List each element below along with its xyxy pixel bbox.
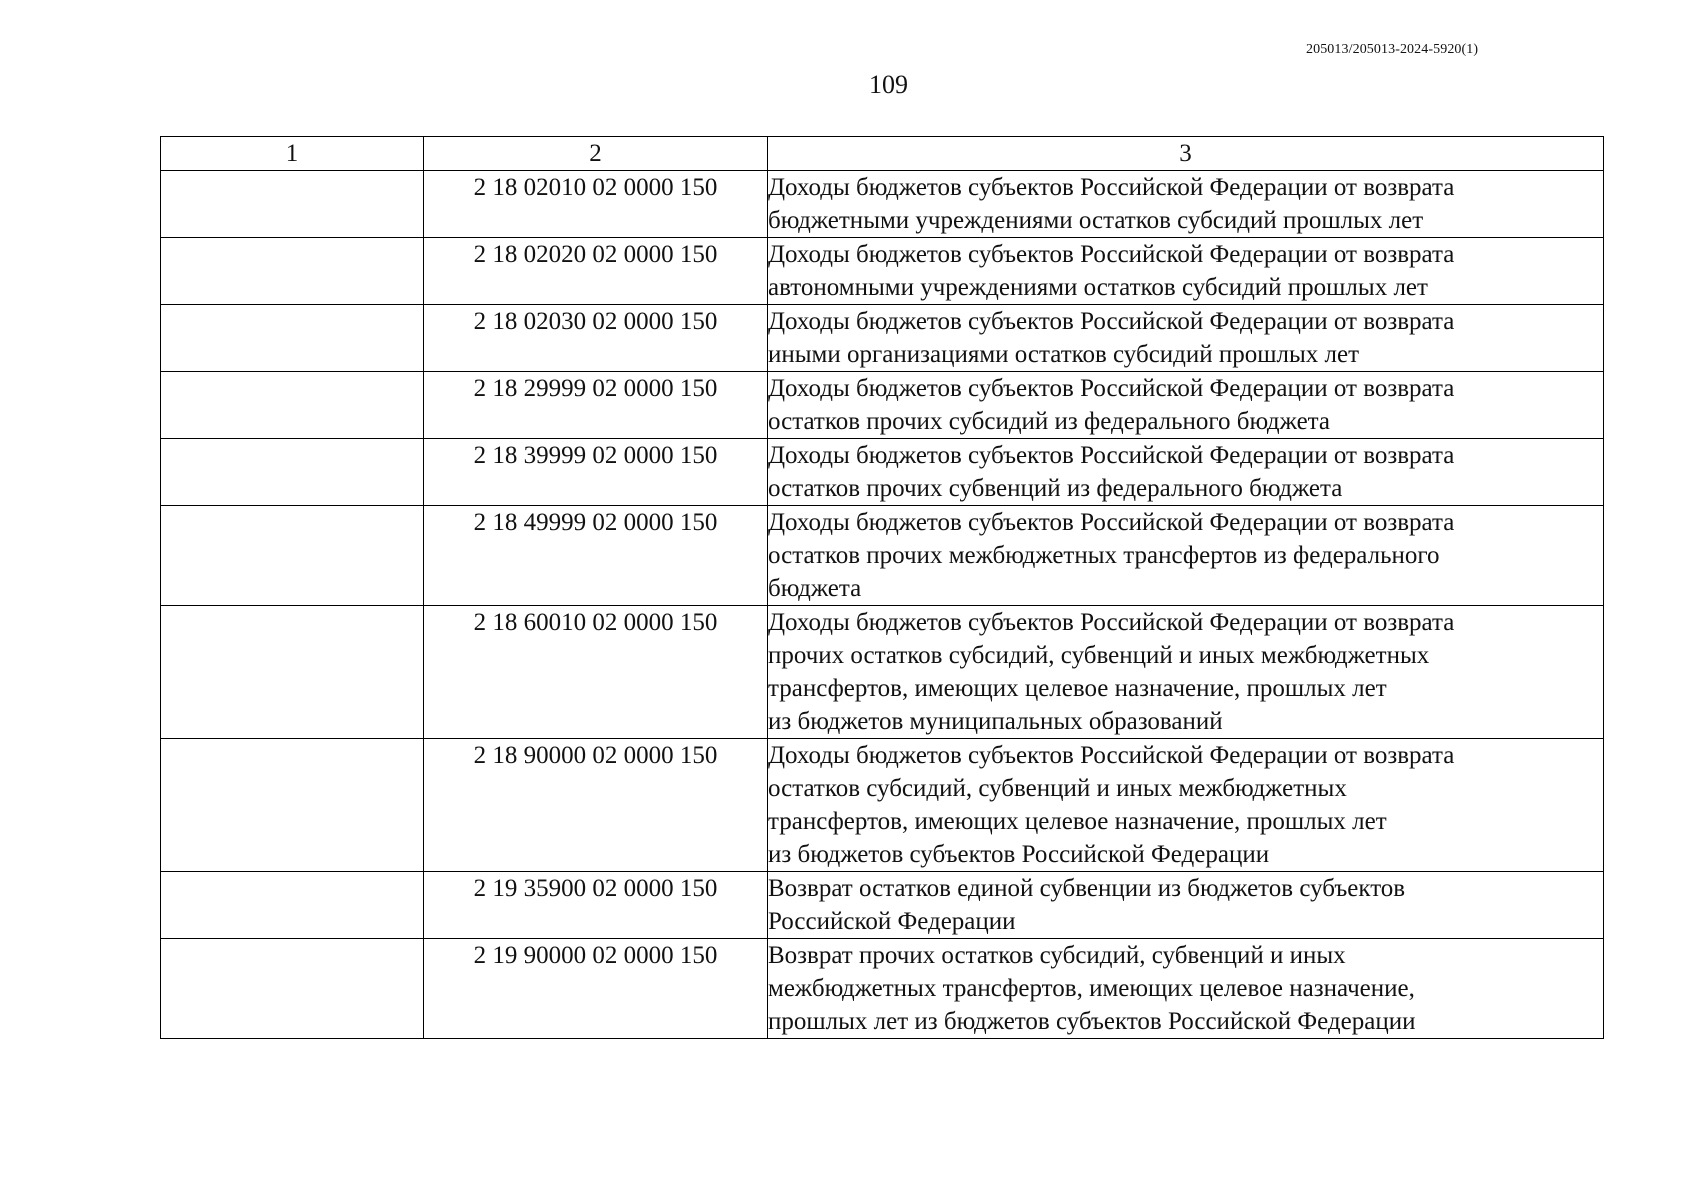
description-text: Возврат остатков единой субвенции из бюджетов субъектов Российской Федерации [768,875,1406,935]
table-row [161,439,1604,506]
row-col1-cell [161,305,424,372]
description-cell [768,439,1604,506]
budget-code-cell: 2 18 60010 02 0000 150 [424,606,768,739]
description-cell [768,305,1604,372]
table-row [161,872,1604,939]
description-text: Доходы бюджетов субъектов Российской Федерации от возврата остатков прочих субвенций из федерального бюджета [768,442,1455,502]
description-cell [768,606,1604,739]
budget-code-cell: 2 19 90000 02 0000 150 [424,939,768,1039]
table-row [161,939,1604,1039]
budget-code-cell: 2 18 29999 02 0000 150 [424,372,768,439]
description-text: Доходы бюджетов субъектов Российской Федерации от возврата остатков прочих субсидий из федерального бюджета [768,375,1455,435]
table-row [161,238,1604,305]
table-body [161,137,1604,1039]
description-text: Доходы бюджетов субъектов Российской Федерации от возврата остатков субсидий, субвенций и иных межбюджетных трансфертов, имеющих целевое назначение, прошлых лет из бюджетов субъектов Российской Федерации [768,742,1455,868]
budget-code-cell: 2 18 02020 02 0000 150 [424,238,768,305]
table-row [161,606,1604,739]
budget-code-cell: 2 19 35900 02 0000 150 [424,872,768,939]
description-cell [768,506,1604,606]
description-cell [768,372,1604,439]
description-text: Доходы бюджетов субъектов Российской Федерации от возврата иными организациями остатков субсидий прошлых лет [768,308,1455,368]
table-row [161,171,1604,238]
description-cell [768,939,1604,1039]
column-header-1: 1 [161,137,424,171]
row-col1-cell [161,872,424,939]
header-row [161,137,1604,171]
table-row [161,506,1604,606]
description-cell [768,872,1604,939]
table-row [161,305,1604,372]
description-cell [768,238,1604,305]
document-id: 205013/205013-2024-5920(1) [1306,42,1479,57]
budget-code-cell: 2 18 39999 02 0000 150 [424,439,768,506]
row-col1-cell [161,739,424,872]
description-cell [768,739,1604,872]
budget-code-cell: 2 18 02030 02 0000 150 [424,305,768,372]
row-col1-cell [161,171,424,238]
description-text: Доходы бюджетов субъектов Российской Федерации от возврата автономными учреждениями остатков субсидий прошлых лет [768,241,1455,301]
description-cell [768,171,1604,238]
column-header-3: 3 [768,137,1604,171]
table-row [161,372,1604,439]
budget-code-cell: 2 18 02010 02 0000 150 [424,171,768,238]
row-col1-cell [161,939,424,1039]
description-text: Возврат прочих остатков субсидий, субвенций и иных межбюджетных трансфертов, имеющих целевое назначение, прошлых лет из бюджетов субъектов Российской Федерации [768,942,1416,1035]
budget-code-cell: 2 18 90000 02 0000 150 [424,739,768,872]
description-text: Доходы бюджетов субъектов Российской Федерации от возврата остатков прочих межбюджетных трансфертов из федерального бюджета [768,509,1455,602]
page-number: 109 [869,70,908,99]
description-text: Доходы бюджетов субъектов Российской Федерации от возврата прочих остатков субсидий, субвенций и иных межбюджетных трансфертов, имеющих целевое назначение, прошлых лет из бюджетов муниципальных образований [768,609,1455,735]
description-text: Доходы бюджетов субъектов Российской Федерации от возврата бюджетными учреждениями остатков субсидий прошлых лет [768,174,1455,234]
row-col1-cell [161,439,424,506]
column-header-2: 2 [424,137,768,171]
budget-codes-table [160,136,1604,1039]
row-col1-cell [161,372,424,439]
row-col1-cell [161,506,424,606]
row-col1-cell [161,238,424,305]
budget-code-cell: 2 18 49999 02 0000 150 [424,506,768,606]
row-col1-cell [161,606,424,739]
table-row [161,739,1604,872]
